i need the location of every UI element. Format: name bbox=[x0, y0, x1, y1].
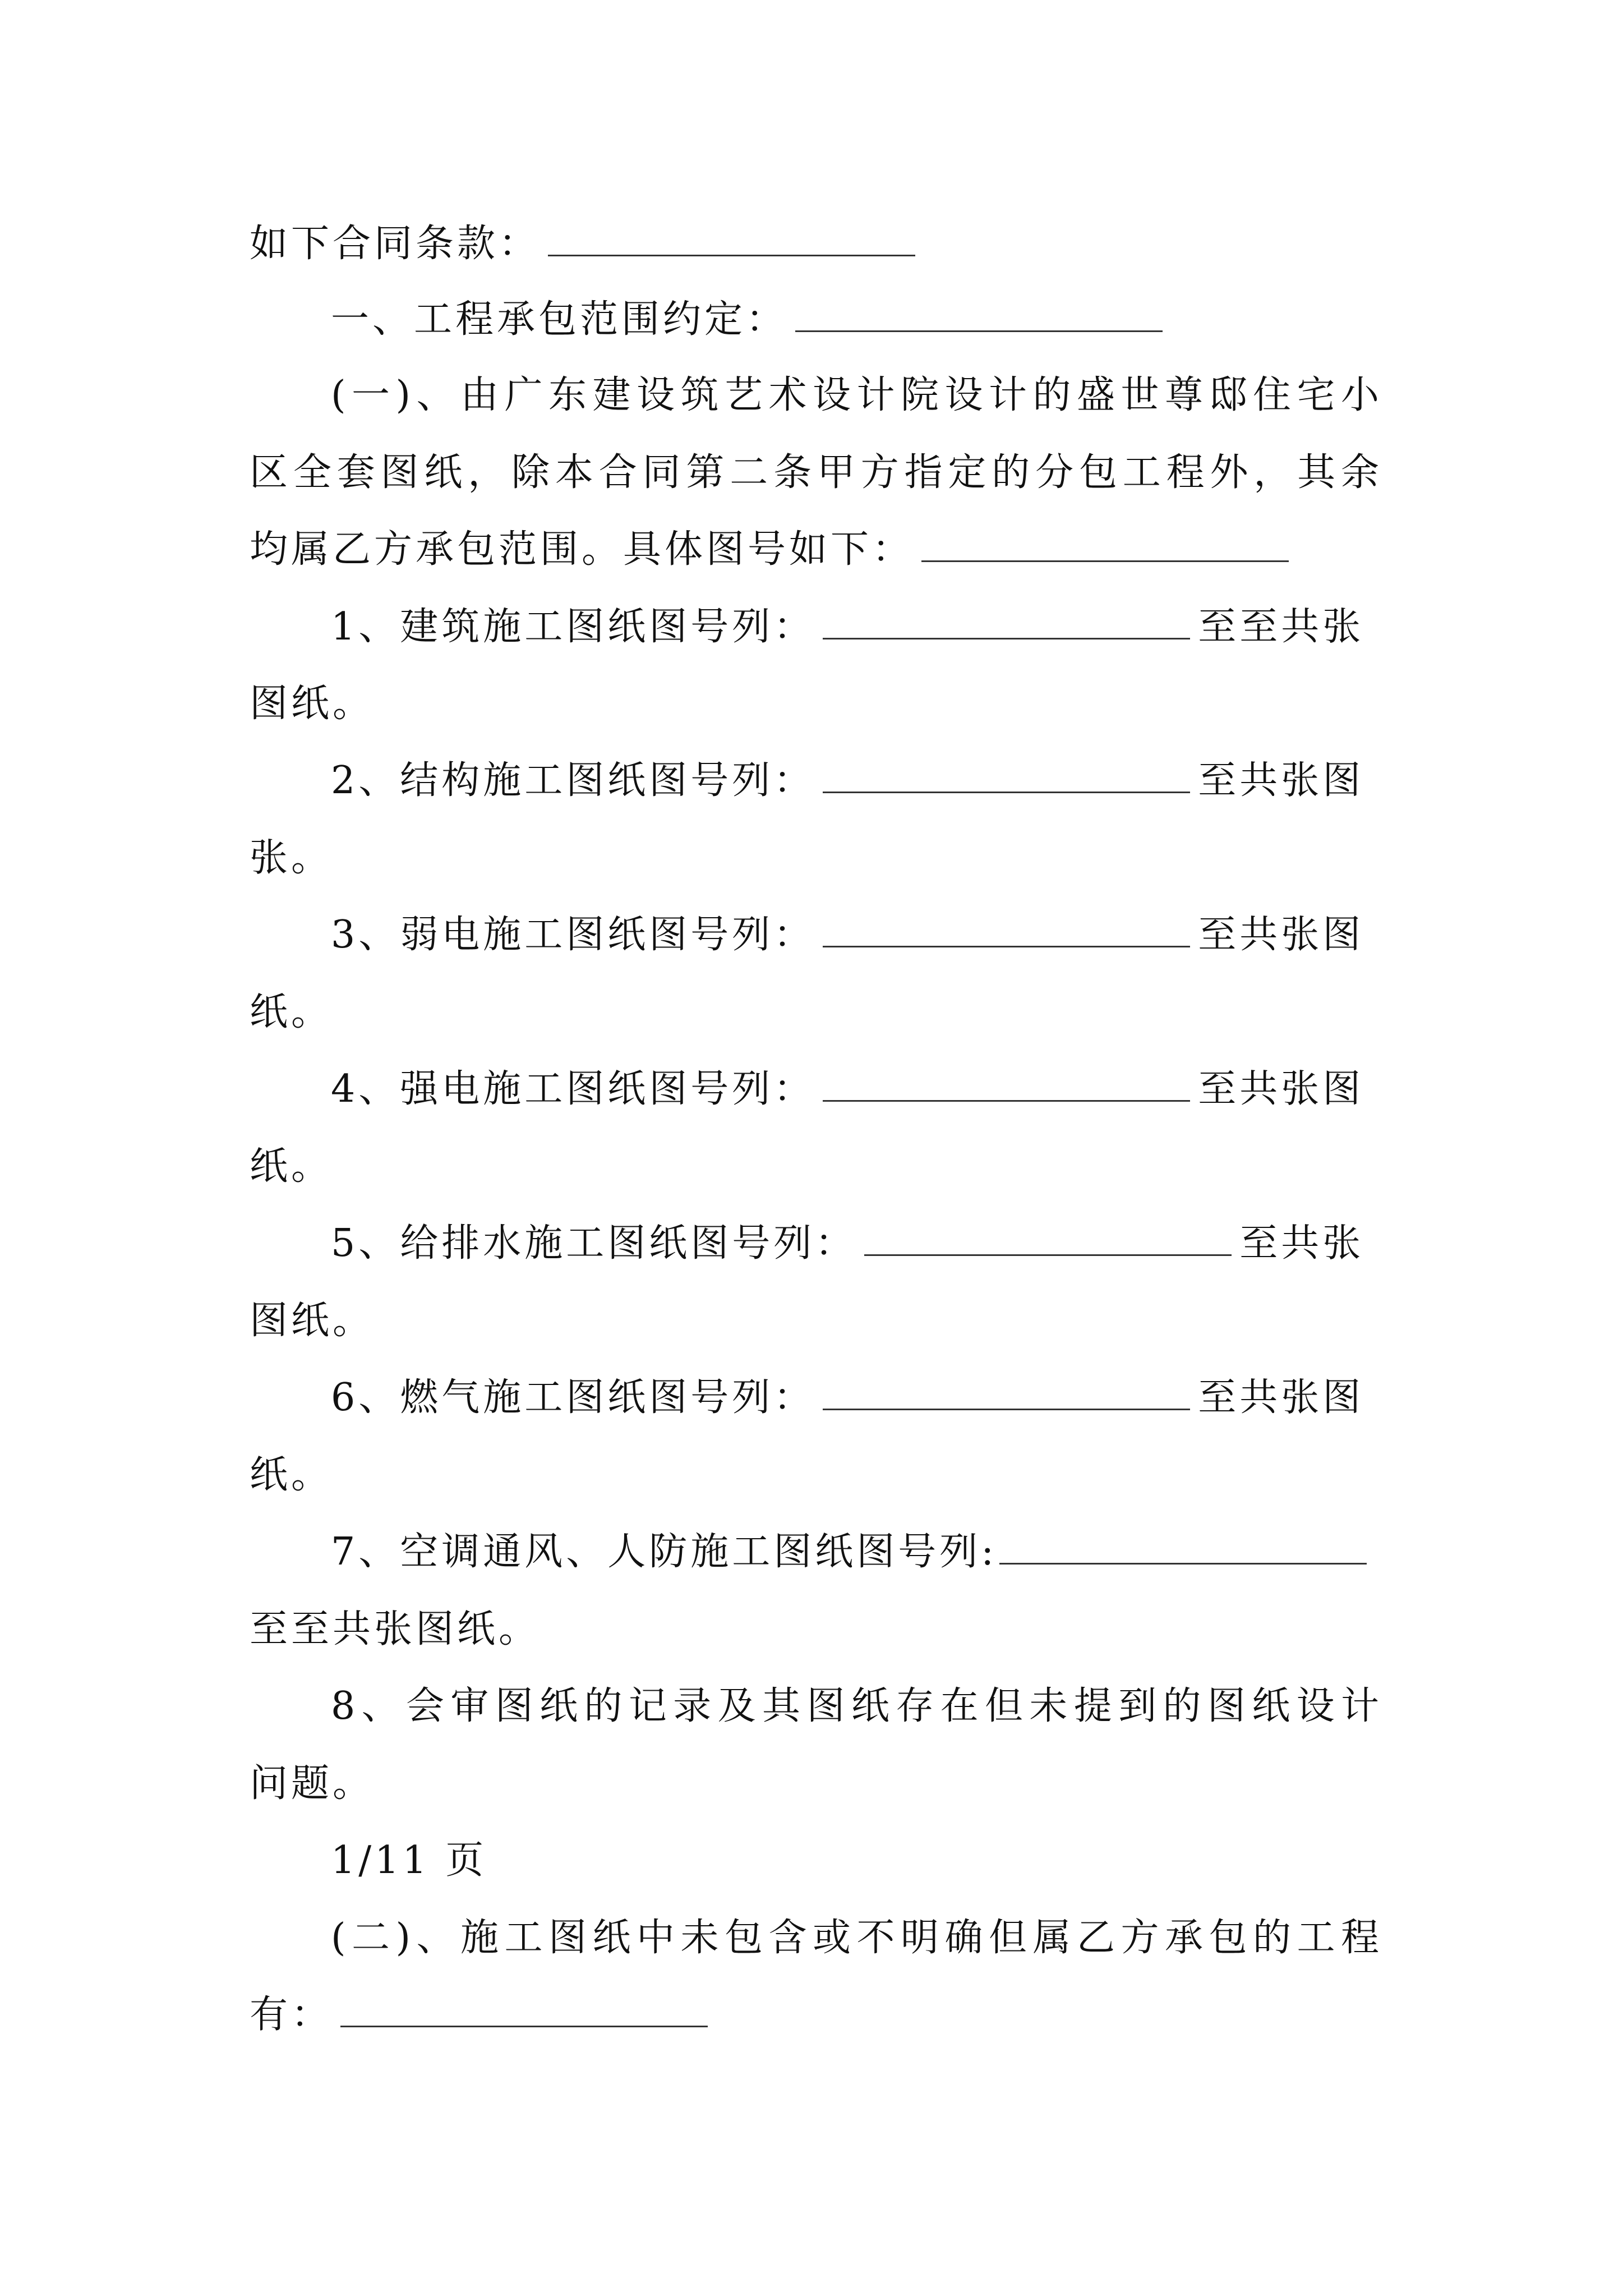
item-8-continuation: 问题。 bbox=[250, 1761, 375, 1806]
item-4-suffix: 至共张图 bbox=[1198, 1067, 1364, 1111]
item-3-continuation: 纸。 bbox=[250, 990, 333, 1034]
section-heading-scope bbox=[331, 292, 1382, 348]
fill-in-blank bbox=[864, 1252, 1232, 1256]
item-1-suffix: 至至共张 bbox=[1198, 605, 1364, 649]
item-2-line bbox=[331, 753, 1382, 809]
contract-intro-line bbox=[250, 216, 1382, 272]
paragraph-line bbox=[250, 522, 1382, 578]
section-2-line: (二)、施工图纸中未包含或不明确但属乙方承包的工程 bbox=[331, 1916, 1382, 1960]
paragraph-line: (一)、由广东建设筑艺术设计院设计的盛世尊邸住宅小 bbox=[331, 373, 1382, 417]
item-5-continuation: 图纸。 bbox=[250, 1299, 375, 1343]
fill-in-blank bbox=[823, 789, 1190, 793]
fill-in-blank bbox=[823, 1098, 1190, 1102]
item-5-label: 5、给排水施工图纸图号列： bbox=[331, 1221, 857, 1266]
item-1-line bbox=[331, 599, 1382, 655]
item-5-suffix: 至共张 bbox=[1239, 1221, 1364, 1266]
section-heading-text: 一、工程承包范围约定： bbox=[331, 297, 788, 342]
item-3-line bbox=[331, 907, 1382, 963]
fill-in-blank bbox=[823, 944, 1190, 947]
item-7-continuation: 至至共张图纸。 bbox=[250, 1607, 541, 1651]
item-5-line bbox=[331, 1216, 1382, 1272]
item-2-continuation: 张。 bbox=[250, 836, 333, 880]
item-7-label: 7、空调通风、人防施工图纸图号列: bbox=[331, 1530, 998, 1574]
item-2-suffix: 至共张图 bbox=[1198, 758, 1364, 803]
fill-in-blank bbox=[823, 1406, 1190, 1410]
item-2-label: 2、结构施工图纸图号列： bbox=[331, 758, 815, 803]
item-1-label: 1、建筑施工图纸图号列： bbox=[331, 605, 815, 649]
fill-in-blank bbox=[921, 558, 1289, 562]
item-8-line: 8、会审图纸的记录及其图纸存在但未提到的图纸设计 bbox=[331, 1684, 1382, 1728]
item-6-suffix: 至共张图 bbox=[1198, 1375, 1364, 1420]
fill-in-blank bbox=[795, 328, 1163, 332]
item-6-label: 6、燃气施工图纸图号列： bbox=[331, 1375, 815, 1420]
section-2-text: 有： bbox=[250, 1993, 333, 2037]
item-1-continuation: 图纸。 bbox=[250, 682, 375, 726]
page-number: 1/11 页 bbox=[331, 1838, 487, 1883]
contract-intro-text: 如下合同条款： bbox=[250, 222, 541, 266]
item-6-line bbox=[331, 1370, 1382, 1426]
item-4-label: 4、强电施工图纸图号列： bbox=[331, 1067, 815, 1111]
paragraph-text: 均属乙方承包范围。具体图号如下： bbox=[250, 527, 914, 572]
item-3-suffix: 至共张图 bbox=[1198, 913, 1364, 957]
section-2-continuation bbox=[250, 1987, 1382, 2043]
fill-in-blank bbox=[823, 636, 1190, 639]
item-4-continuation: 纸。 bbox=[250, 1144, 333, 1189]
fill-in-blank bbox=[999, 1561, 1367, 1565]
fill-in-blank bbox=[340, 2023, 708, 2027]
fill-in-blank bbox=[548, 252, 915, 256]
item-7-line bbox=[331, 1524, 1382, 1580]
paragraph-line: 区全套图纸，除本合同第二条甲方指定的分包工程外，其余 bbox=[250, 450, 1382, 495]
item-4-line bbox=[331, 1061, 1382, 1117]
item-3-label: 3、弱电施工图纸图号列： bbox=[331, 913, 815, 957]
item-6-continuation: 纸。 bbox=[250, 1453, 333, 1497]
